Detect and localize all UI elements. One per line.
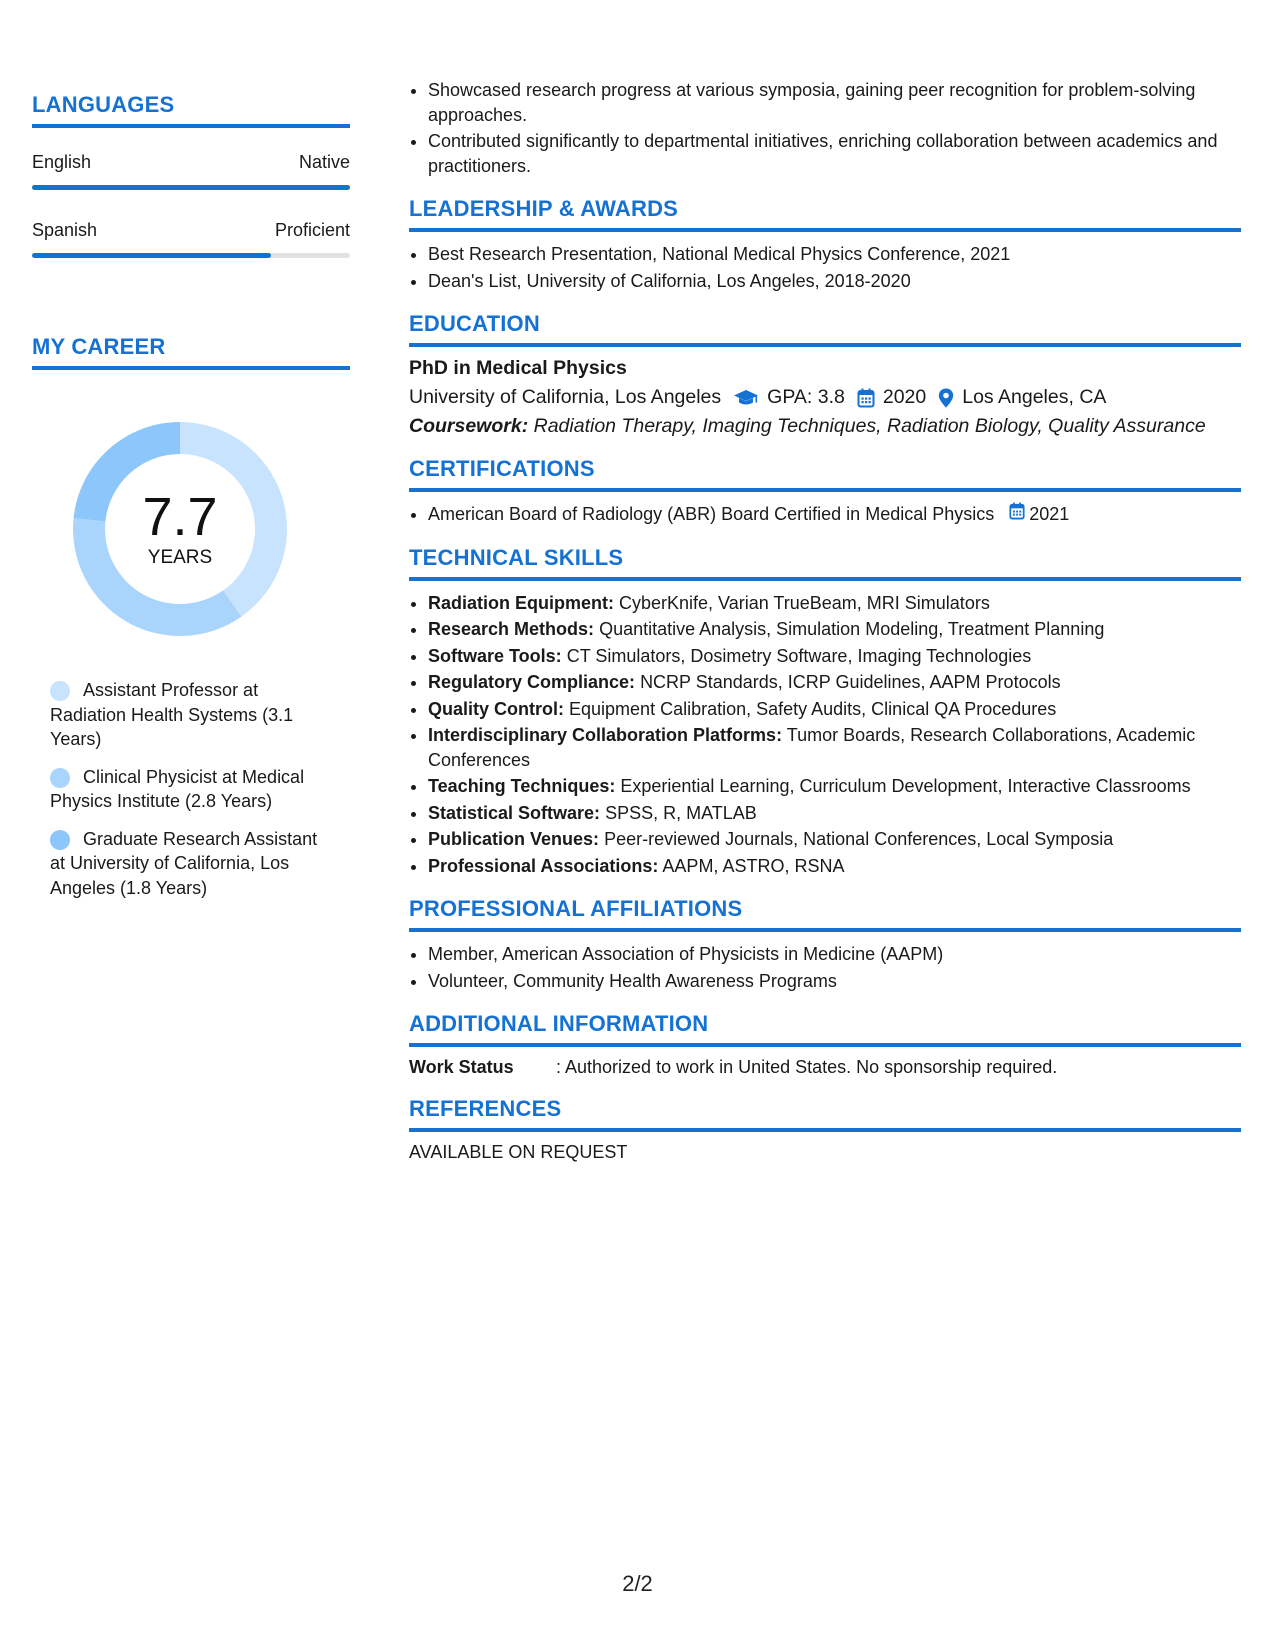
right-column [409, 78, 1241, 1163]
career-legend-item [50, 765, 320, 814]
skill-label: Interdisciplinary Collaboration Platforms: [428, 725, 783, 745]
skill-value: SPSS, R, MATLAB [605, 802, 757, 823]
references-text: AVAILABLE ON REQUEST [409, 1142, 628, 1162]
certification-date [1009, 502, 1069, 527]
skill-item [428, 774, 1241, 799]
coursework-list: Radiation Therapy, Imaging Techniques, Radiation Biology, Quality Assurance [533, 415, 1206, 437]
award-item: • Dean's List, University of California, Los Angeles, 2018-2020 [428, 269, 1241, 294]
skill-value: Quantitative Analysis, Simulation Modeling, Treatment Planning [599, 619, 1105, 639]
awards-title: LEADERSHIP & AWARDS [409, 196, 1241, 232]
page-number: 2/2 [622, 1571, 653, 1596]
skill-value: Peer-reviewed Journals, National Conferences, Local Symposia [604, 829, 1114, 849]
legend-color-dot [50, 830, 70, 850]
affiliation-item: • Volunteer, Community Health Awareness Programs [428, 969, 1241, 994]
skill-label: Regulatory Compliance: [428, 672, 636, 692]
skill-value: NCRP Standards, ICRP Guidelines, AAPM Protocols [640, 672, 1061, 692]
language-level-bar [32, 253, 350, 258]
skill-item [428, 591, 1241, 616]
skill-label: Teaching Techniques: [428, 776, 616, 796]
skill-item [428, 854, 1241, 879]
certification-item [428, 502, 1241, 527]
language-item [32, 152, 350, 190]
skill-value: Tumor Boards, Research Collaborations, Academic Conferences [428, 725, 1196, 770]
career-legend-item [50, 827, 320, 901]
experience-bullet: • Showcased research progress at various symposia, gaining peer recognition for problem-solving approaches. [428, 78, 1241, 127]
additional-info-section [409, 1011, 1241, 1078]
education-meta [409, 386, 1241, 409]
career-donut-center [65, 414, 295, 644]
skill-label: Professional Associations: [428, 855, 659, 876]
education-degree: PhD in Medical Physics [409, 357, 627, 379]
affiliation-item: • Member, American Association of Physicists in Medicine (AAPM) [428, 942, 1241, 967]
education-school: University of California, Los Angeles [409, 386, 722, 408]
career-total-years: 7.7 [142, 487, 218, 547]
certification-year: 2021 [1029, 504, 1070, 524]
work-status-label: Work Status [409, 1057, 514, 1077]
coursework-label: Coursework: [409, 415, 529, 437]
skill-item [428, 670, 1241, 695]
affiliations-title: PROFESSIONAL AFFILIATIONS [409, 896, 1241, 932]
legend-label: Clinical Physicist at Medical Physics Institute (2.8 Years) [50, 766, 305, 811]
experience-bullets [409, 78, 1241, 178]
legend-color-dot [50, 681, 70, 701]
skill-value: AAPM, ASTRO, RSNA [662, 855, 845, 876]
work-status-value: : Authorized to work in United States. No sponsorship required. [556, 1057, 1058, 1077]
graduation-cap-icon [733, 389, 759, 407]
career-donut-chart [65, 414, 295, 644]
education-gpa: GPA: 3.8 [767, 386, 845, 408]
skill-value: CT Simulators, Dosimetry Software, Imaging Technologies [566, 645, 1032, 666]
affiliations-section [409, 896, 1241, 993]
experience-bullet: • Contributed significantly to departmental initiatives, enriching collaboration between academics and practitioners. [428, 129, 1241, 178]
skill-item [428, 697, 1241, 722]
language-item [32, 220, 350, 258]
skill-item [428, 827, 1241, 852]
map-pin-icon [938, 388, 954, 408]
awards-section [409, 196, 1241, 293]
certifications-section [409, 456, 1241, 527]
education-title: EDUCATION [409, 311, 1241, 347]
calendar-icon [1009, 502, 1029, 527]
skill-label: Software Tools: [428, 645, 562, 666]
career-legend [50, 678, 320, 900]
skill-item [428, 644, 1241, 669]
legend-label: Assistant Professor at Radiation Health Systems (3.1 Years) [50, 680, 294, 749]
education-coursework [409, 415, 1241, 438]
additional-info-title: ADDITIONAL INFORMATION [409, 1011, 1241, 1047]
left-column [32, 92, 350, 913]
language-name: English [32, 152, 92, 172]
career-years-unit: YEARS [147, 547, 213, 568]
skill-item [428, 723, 1241, 772]
language-level-fill [32, 253, 271, 258]
skill-label: Quality Control: [428, 698, 564, 719]
award-item: • Best Research Presentation, National Medical Physics Conference, 2021 [428, 242, 1241, 267]
legend-label: Graduate Research Assistant at University of California, Los Angeles (1.8 Years) [50, 828, 318, 898]
language-level: Native [298, 152, 350, 172]
education-section [409, 311, 1241, 438]
career-legend-item [50, 678, 320, 752]
skill-value: Experiential Learning, Curriculum Development, Interactive Classrooms [620, 776, 1191, 796]
references-title: REFERENCES [409, 1096, 1241, 1132]
language-level-fill [32, 185, 350, 190]
language-name: Spanish [32, 220, 98, 240]
education-location: Los Angeles, CA [962, 386, 1107, 408]
skill-label: Statistical Software: [428, 802, 601, 823]
education-year: 2020 [882, 386, 927, 408]
skill-item [428, 801, 1241, 826]
skill-label: Radiation Equipment: [428, 592, 614, 613]
references-section [409, 1096, 1241, 1163]
language-level: Proficient [274, 220, 350, 240]
career-title: MY CAREER [32, 334, 350, 370]
languages-title: LANGUAGES [32, 92, 350, 128]
skills-title: TECHNICAL SKILLS [409, 545, 1241, 581]
skill-label: Research Methods: [428, 619, 595, 639]
certification-name: American Board of Radiology (ABR) Board Certified in Medical Physics [428, 504, 995, 524]
skill-label: Publication Venues: [428, 829, 600, 849]
work-status-row [409, 1057, 1241, 1078]
legend-color-dot [50, 768, 70, 788]
certifications-title: CERTIFICATIONS [409, 456, 1241, 492]
skills-section [409, 545, 1241, 879]
language-level-bar [32, 185, 350, 190]
skill-value: Equipment Calibration, Safety Audits, Clinical QA Procedures [569, 698, 1057, 719]
calendar-icon [857, 388, 875, 408]
skill-item [428, 617, 1241, 642]
skill-value: CyberKnife, Varian TrueBeam, MRI Simulators [619, 592, 990, 613]
